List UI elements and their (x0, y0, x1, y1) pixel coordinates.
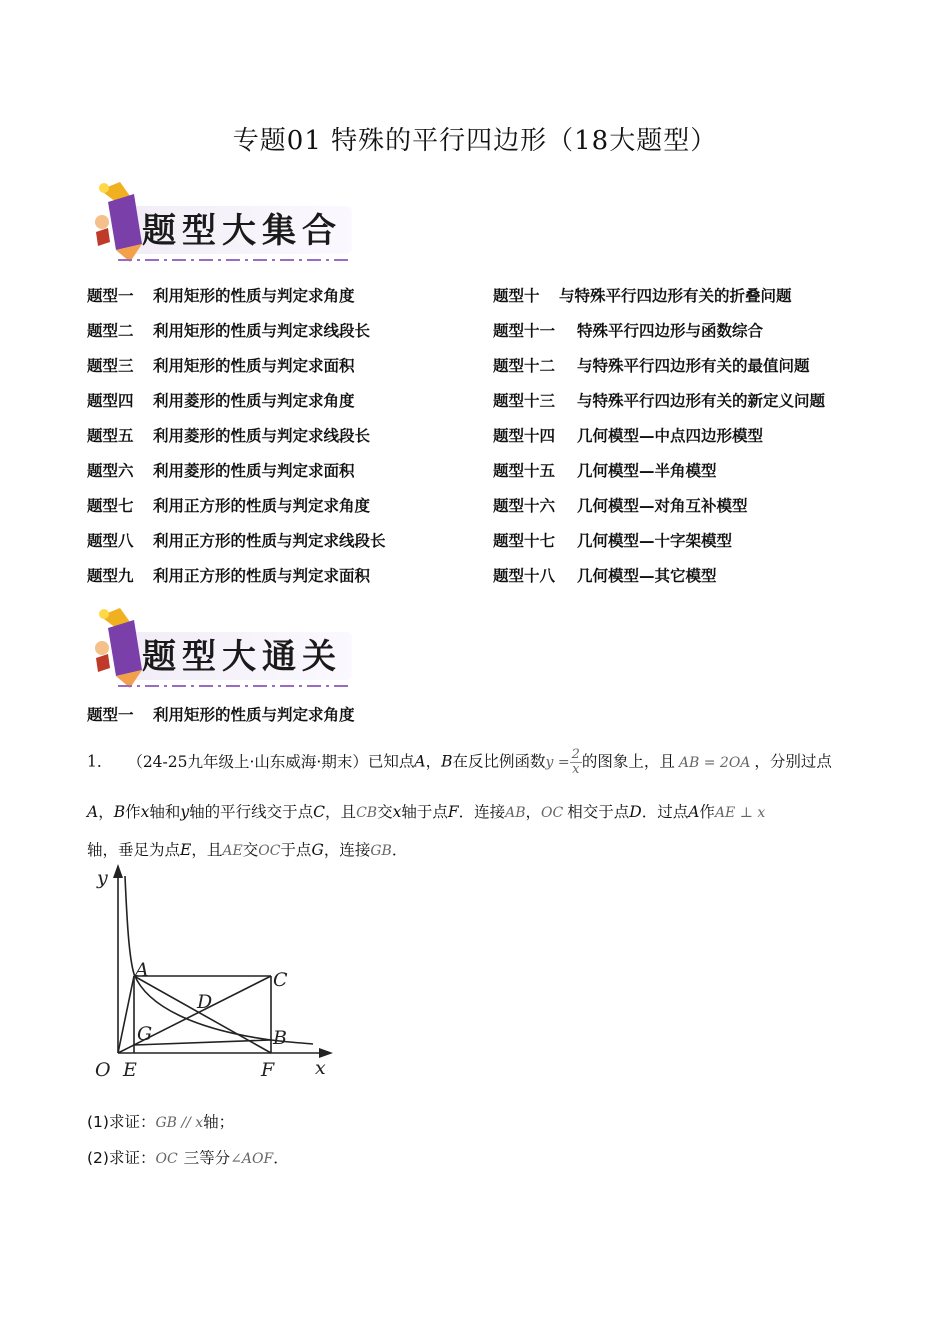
toc-number: 题型九 (87, 567, 134, 585)
label-B: B (273, 1027, 287, 1049)
toc-text: 利用菱形的性质与判定求面积 (153, 462, 355, 480)
var: B (441, 752, 453, 771)
banner-practice (86, 606, 356, 692)
toc-text: 几何模型—半角模型 (577, 462, 717, 480)
var: A (87, 803, 99, 821)
text: ．连接 (458, 803, 506, 821)
math-expr: AB (505, 805, 526, 821)
toc-text: 利用正方形的性质与判定求角度 (153, 497, 371, 515)
toc-item[interactable] (87, 496, 386, 531)
toc-item[interactable] (87, 286, 386, 321)
text: 作 (125, 803, 141, 821)
toc-text: 特殊平行四边形与函数综合 (577, 322, 764, 340)
toc-text: 几何模型—中点四边形模型 (577, 427, 764, 445)
toc-text: 利用矩形的性质与判定求角度 (153, 287, 355, 305)
text: 于点 (280, 841, 312, 859)
var: B (113, 803, 126, 821)
problem-number: 1． (87, 752, 113, 771)
math-expr: AB = 2OA (678, 754, 751, 771)
toc-text: 与特殊平行四边形有关的最值问题 (577, 357, 810, 375)
toc-text: 利用矩形的性质与判定求面积 (153, 357, 355, 375)
label-x: x (315, 1057, 326, 1079)
toc-number: 题型十一 (493, 322, 556, 340)
toc-number: 题型十四 (493, 427, 556, 445)
toc-number: 题型七 (87, 497, 134, 515)
y-arrow-icon (113, 864, 123, 878)
toc-number: 题型十五 (493, 462, 556, 480)
label-E: E (123, 1059, 137, 1081)
toc-text: 利用菱形的性质与判定求角度 (153, 392, 355, 410)
label-A: A (135, 959, 149, 981)
math-expr: GB (370, 843, 392, 859)
fraction (570, 748, 582, 777)
toc-number: 题型一 (87, 287, 134, 305)
section-number: 题型一 (87, 706, 134, 724)
toc-item[interactable] (87, 426, 386, 461)
text: 交 (377, 803, 393, 821)
text: 作 (699, 803, 715, 821)
banner-question-types (86, 180, 356, 266)
math-expr: ∠AOF (230, 1151, 274, 1167)
math-expr: OC (541, 805, 564, 821)
toc-item[interactable] (87, 321, 386, 356)
toc-number: 题型十八 (493, 567, 556, 585)
wizard-pencil-icon (86, 180, 356, 266)
toc-number: 题型十六 (493, 497, 556, 515)
label-y: y (97, 867, 108, 889)
text: ．过点 (641, 803, 689, 821)
section-text: 利用矩形的性质与判定求角度 (153, 706, 355, 724)
toc-number: 题型三 (87, 357, 134, 375)
var: A (688, 803, 700, 821)
toc-number: 题型四 (87, 392, 134, 410)
var: x (140, 803, 150, 821)
label-F: F (261, 1059, 275, 1081)
label-C: C (273, 969, 288, 991)
toc-text: 几何模型—十字架模型 (577, 532, 733, 550)
math-expr: y = (545, 754, 570, 771)
toc-item[interactable] (493, 321, 825, 356)
toc-number: 题型六 (87, 462, 134, 480)
question-text: 三等分 (183, 1149, 231, 1167)
segment-GB (134, 1040, 271, 1045)
text: ，分别过点 (754, 752, 832, 771)
toc-item[interactable] (87, 356, 386, 391)
toc-item[interactable] (493, 426, 825, 461)
math-expr: AE ⊥ x (714, 805, 766, 821)
toc-number: 题型十 (493, 287, 540, 305)
toc-item[interactable] (493, 391, 825, 426)
text: 的图象上，且 (581, 752, 675, 771)
toc-number: 题型十三 (493, 392, 556, 410)
toc-number: 题型二 (87, 322, 134, 340)
figure-svg (87, 862, 347, 1082)
toc-right-column (493, 286, 825, 601)
question-label: (2)求证： (87, 1149, 156, 1167)
toc-text: 利用矩形的性质与判定求线段长 (153, 322, 371, 340)
toc-number: 题型十七 (493, 532, 556, 550)
toc-text: 与特殊平行四边形有关的折叠问题 (559, 287, 792, 305)
toc-item[interactable] (493, 461, 825, 496)
toc-text: 与特殊平行四边形有关的新定义问题 (577, 392, 826, 410)
banner-text: 题型大集合 (142, 211, 342, 251)
label-O: O (95, 1059, 111, 1081)
math-expr: GB // x (155, 1115, 204, 1131)
toc-item[interactable] (87, 461, 386, 496)
question-text: 轴； (203, 1113, 235, 1131)
hyperbola-curve (125, 876, 313, 1044)
var: D (629, 803, 642, 821)
numerator: 2 (571, 747, 580, 762)
toc-item[interactable] (493, 566, 825, 601)
toc-item[interactable] (493, 531, 825, 566)
text: 轴于点 (401, 803, 448, 821)
toc-text: 利用正方形的性质与判定求线段长 (153, 532, 386, 550)
segment-OA (118, 976, 134, 1053)
var: G (311, 841, 324, 859)
toc-item[interactable] (87, 566, 386, 601)
text: ，且 (191, 841, 223, 859)
text: ． (391, 841, 408, 859)
toc-item[interactable] (493, 286, 825, 321)
math-expr: AE (222, 843, 243, 859)
toc-number: 题型八 (87, 532, 134, 550)
text: 轴，垂足为点 (87, 841, 181, 859)
toc-text: 几何模型—对角互补模型 (577, 497, 748, 515)
toc-item[interactable] (87, 531, 386, 566)
problem-line-2: A，B作x轴和y轴的平行线交于点C，且CB交x轴于点F．连接AB，OC 相交于点D．过点A作AE ⊥ x (87, 803, 766, 821)
var: y (180, 803, 190, 821)
toc-number: 题型五 (87, 427, 134, 445)
toc-text: 几何模型—其它模型 (577, 567, 717, 585)
label-D: D (197, 991, 213, 1013)
var: x (392, 803, 402, 821)
problem-source: （24-25九年级上·山东威海·期末） (127, 752, 368, 771)
question-label: (1)求证： (87, 1113, 156, 1131)
text: 交 (242, 841, 259, 859)
text: 在反比例函数 (452, 752, 546, 771)
toc-left-column (87, 286, 386, 601)
banner-text: 题型大通关 (142, 637, 342, 677)
text: 已知点 (367, 752, 415, 771)
text: 轴和 (149, 803, 181, 821)
geometry-figure (87, 862, 347, 1086)
question-text: ． (273, 1149, 289, 1167)
toc-item[interactable] (493, 496, 825, 531)
question-1 (87, 1110, 234, 1132)
var: E (180, 841, 192, 859)
toc-number: 题型十二 (493, 357, 556, 375)
question-2 (87, 1146, 289, 1168)
wizard-pencil-icon (86, 606, 356, 692)
problem-line-3 (87, 838, 867, 860)
text: 相交于点 (567, 803, 630, 821)
math-expr: OC (258, 843, 281, 859)
denominator: x (572, 762, 580, 777)
toc-item[interactable] (87, 391, 386, 426)
math-expr: OC (155, 1151, 178, 1167)
var: F (447, 803, 459, 821)
problem-line-1: 1． （24-25九年级上·山东威海·期末）已知点A，B在反比例函数y = $\frac{2}{x}$ 的图象上，且 AB = 2OA ，分别过点 (87, 747, 832, 777)
label-G: G (137, 1023, 153, 1045)
toc-item[interactable] (493, 356, 825, 391)
section-heading (87, 703, 355, 725)
toc-text: 利用菱形的性质与判定求线段长 (153, 427, 371, 445)
text: ，且 (325, 803, 357, 821)
text: ，连接 (323, 841, 371, 859)
toc-text: 利用正方形的性质与判定求面积 (153, 567, 371, 585)
math-expr: CB (356, 805, 378, 821)
var: A (414, 752, 426, 771)
page-title: 专题01 特殊的平行四边形（18大题型） (232, 126, 718, 156)
var: C (313, 803, 326, 821)
text: 轴的平行线交于点 (189, 803, 314, 821)
